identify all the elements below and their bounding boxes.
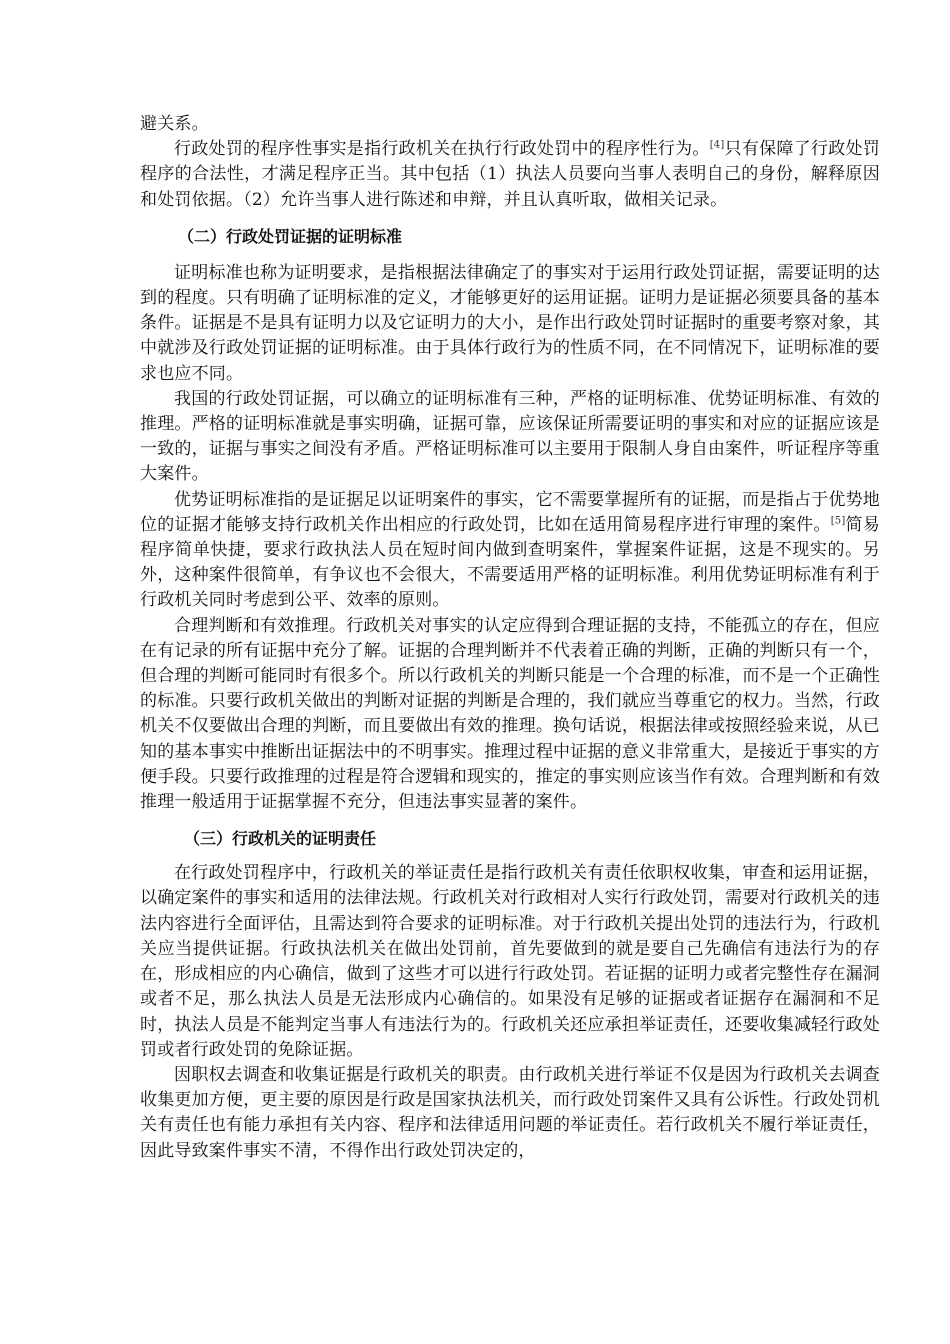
paragraph-text: 优势证明标准指的是证据足以证明案件的事实，它不需要掌握所有的证据，而是指占于优势地位的证据才能够支持行政机关作出相应的行政处罚，比如在适用简易程序进行审理的案件。 (140, 489, 880, 535)
paragraph-preponderance-standard (140, 488, 880, 614)
paragraph-investigation-duty: 因职权去调查和收集证据是行政机关的职责。由行政机关进行举证不仅是因为行政机关去调查收集更加方便，更主要的原因是行政是国家执法机关，而行政处罚案件又具有公诉性。行政处罚机关有责任也有能力承担有关内容、程序和法律适用问题的举证责任。若行政机关不履行举证责任，因此导致案件事实不清，不得作出行政处罚决定的， (140, 1064, 880, 1161)
paragraph-burden-of-proof: 在行政处罚程序中，行政机关的举证责任是指行政机关有责任依职权收集，审查和运用证据，以确定案件的事实和适用的法律法规。行政机关对行政相对人实行行政处罚，需要对行政机关的违法内容进行全面评估，且需达到符合要求的证明标准。对于行政机关提出处罚的违法行为，行政机关应当提供证据。行政执法机关在做出处罚前，首先要做到的就是要自己先确信有违法行为的存在，形成相应的内心确信，做到了这些才可以进行行政处罚。若证据的证明力或者完整性存在漏洞或者不足，那么执法人员是无法形成内心确信的。如果没有足够的证据或者证据存在漏洞和不足时，执法人员是不能判定当事人有违法行为的。行政机关还应承担举证责任，还要收集减轻行政处罚或者行政处罚的免除证据。 (140, 863, 880, 1060)
paragraph-three-standards: 我国的行政处罚证据，可以确立的证明标准有三种，严格的证明标准、优势证明标准、有效的推理。严格的证明标准就是事实明确，证据可靠，应该保证所需要证明的事实和对应的证据应该是一致的，证据与事实之间没有矛盾。严格证明标准可以主要用于限制人身自由案件，听证程序等重大案件。 (140, 388, 880, 485)
paragraph-reasonable-judgement: 合理判断和有效推理。行政机关对事实的认定应得到合理证据的支持，不能孤立的存在，但应在有记录的所有证据中充分了解。证据的合理判断并不代表着正确的判断，正确的判断只有一个，但合理的判断可能同时有很多个。所以行政机关的判断只能是一个合理的标准，而不是一个正确性的标准。只要行政机关做出的判断对证据的判断是合理的，我们就应当尊重它的权力。当然，行政机关不仅要做出合理的判断，而且要做出有效的推理。换句话说，根据法律或按照经验来说，从已知的基本事实中推断出证据法中的不明事实。推理过程中证据的意义非常重大，是接近于事实的方便手段。只要行政推理的过程是符合逻辑和现实的，推定的事实则应该当作有效。合理判断和有效推理一般适用于证据掌握不充分，但违法事实显著的案件。 (140, 615, 880, 813)
citation-ref-4[interactable]: [4] (709, 139, 725, 151)
paragraph-text: 行政处罚的程序性事实是指行政机关在执行行政处罚中的程序性行为。 (174, 139, 710, 160)
document-body (140, 112, 880, 1164)
section-heading-proof-standard: （二）行政处罚证据的证明标准 (178, 226, 403, 246)
paragraph-procedural-facts (140, 137, 880, 213)
citation-ref-5[interactable]: [5] (830, 515, 846, 527)
paragraph-text: 简易程序简单快捷，要求行政执法人员在短时间内做到查明案件，掌握案件证据，这是不现实的。另外，这种案件很简单，有争议也不会很大，不需要适用严格的证明标准。利用优势证明标准有利于行政机关同时考虑到公平、效率的原则。 (140, 514, 881, 611)
paragraph-text: 只有保障了行政处罚程序的合法性，才满足程序正当。其中包括（1）执法人员要向当事人表明自己的身份，解释原因和处罚依据。（2）允许当事人进行陈述和申辩，并且认真听取，做相关记录。 (140, 139, 880, 210)
paragraph-proof-standard-definition: 证明标准也称为证明要求，是指根据法律确定了的事实对于运用行政处罚证据，需要证明的达到的程度。只有明确了证明标准的定义，才能够更好的运用证据。证明力是证据必须要具备的基本条件。证据是不是具有证明力以及它证明力的大小，是作出行政处罚时证据时的重要考察对象，其中就涉及行政处罚证据的证明标准。由于具体行政行为的性质不同，在不同情况下，证明标准的要求也应不同。 (140, 262, 880, 384)
section-heading-burden-of-proof: （三）行政机关的证明责任 (184, 829, 377, 849)
paragraph-continuation: 避关系。 (140, 114, 209, 134)
